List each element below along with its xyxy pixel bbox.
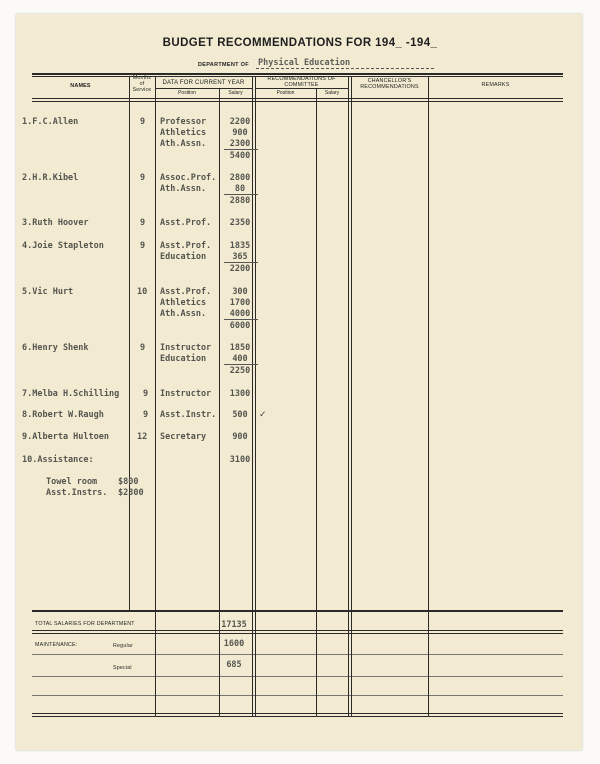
position-entry: Ath.Assn. (160, 309, 207, 319)
employee-name: 1.F.C.Allen (22, 117, 79, 127)
salary-total: 6000 (229, 321, 251, 331)
assistance-item-label: Towel room (46, 477, 98, 487)
header-remarks: REMARKS (481, 82, 510, 88)
employee-name: 6.Henry Shenk (22, 343, 89, 353)
position-entry: Ath.Assn. (160, 184, 207, 194)
document-title: BUDGET RECOMMENDATIONS FOR 194_ -194_ (162, 37, 438, 49)
position-entry: Athletics (160, 298, 207, 308)
header-months-line1: Months (132, 75, 152, 81)
col-divider-position (155, 76, 156, 716)
header-names: NAMES (70, 83, 91, 89)
salary-total: 5400 (229, 151, 251, 161)
position-entry: Professor (160, 117, 207, 127)
salary-entry: 2350 (229, 218, 251, 228)
header-months-line3: Service (132, 86, 152, 93)
months-of-service: 10 (137, 287, 148, 297)
salary-entry: 500 (232, 410, 248, 420)
table-top-rule (32, 73, 563, 75)
maintenance-special-label: Special (113, 665, 132, 671)
header-bottom-rule-2 (32, 101, 563, 102)
header-chancellor (351, 78, 428, 90)
months-of-service: 9 (143, 389, 149, 399)
salary-total: 2250 (229, 366, 251, 376)
maintenance-special-value: 685 (226, 660, 242, 670)
salary-entry: 365 (232, 252, 248, 262)
remark-checkmark: ✓ (259, 409, 267, 419)
header-committee-salary: Salary (324, 90, 340, 96)
months-of-service: 9 (140, 218, 146, 228)
col-divider-remarks (428, 76, 429, 716)
salary-total: 2200 (229, 264, 251, 274)
footer-rule (32, 713, 563, 714)
header-committee-line1: RECOMMENDATIONS OF (267, 76, 336, 82)
position-entry: Athletics (160, 128, 207, 138)
months-of-service: 9 (140, 241, 146, 251)
months-of-service: 9 (140, 173, 146, 183)
header-months-of-service (129, 76, 155, 94)
position-entry: Education (160, 354, 207, 364)
position-entry: Asst.Prof. (160, 218, 212, 228)
salary-entry: 3100 (229, 455, 251, 465)
assistance-item-amount: $800 (118, 477, 139, 487)
salary-entry: 2300 (229, 139, 251, 149)
regular-rule (32, 654, 563, 655)
employee-name: 9.Alberta Hultoen (22, 432, 109, 442)
totals-rule (32, 630, 563, 631)
sum-underline (224, 364, 258, 365)
months-of-service: 9 (143, 410, 149, 420)
employee-name: 7.Melba H.Schilling (22, 389, 120, 399)
salary-entry: 300 (232, 287, 248, 297)
salary-entry: 2200 (229, 117, 251, 127)
employee-name: 10.Assistance: (22, 455, 94, 465)
current-subheader-rule (155, 88, 252, 89)
months-of-service: 12 (137, 432, 148, 442)
col-divider-chancellor-left (348, 76, 349, 716)
body-bottom-rule (32, 610, 563, 612)
position-entry: Assoc.Prof. (160, 173, 217, 183)
header-position: Position (178, 90, 196, 96)
col-divider-months (129, 76, 130, 610)
position-entry: Ath.Assn. (160, 139, 207, 149)
blank-rule (32, 695, 563, 696)
header-committee (255, 76, 348, 88)
sum-underline (224, 319, 258, 320)
sum-underline (224, 194, 258, 195)
salary-entry: 900 (232, 128, 248, 138)
header-salary: Salary (228, 90, 243, 96)
salary-entry: 1850 (229, 343, 251, 353)
header-months-line2: of (139, 80, 145, 87)
header-chancellor-line1: CHANCELLOR'S (367, 78, 412, 84)
col-divider-chancellor-left-2 (351, 76, 352, 716)
footer-rule-2 (32, 716, 563, 717)
position-entry: Secretary (160, 432, 207, 442)
position-entry: Education (160, 252, 207, 262)
totals-rule-2 (32, 633, 563, 634)
position-entry: Asst.Prof. (160, 287, 212, 297)
employee-name: 4.Joie Stapleton (22, 241, 104, 251)
maintenance-label: MAINTENANCE: (35, 642, 78, 648)
assistance-item-amount: $2300 (118, 488, 144, 498)
department-label: DEPARTMENT OF (198, 62, 249, 68)
employee-name: 2.H.R.Kibel (22, 173, 79, 183)
employee-name: 8.Robert W.Raugh (22, 410, 104, 420)
employee-name: 3.Ruth Hoover (22, 218, 89, 228)
salary-entry: 900 (232, 432, 248, 442)
total-salaries-value: 17135 (221, 620, 247, 630)
department-value: Physical Education (258, 58, 351, 68)
employee-name: 5.Vic Hurt (22, 287, 74, 297)
total-salaries-label: TOTAL SALARIES FOR DEPARTMENT (35, 621, 135, 627)
maintenance-regular-value: 1600 (223, 639, 245, 649)
salary-entry: 1700 (229, 298, 251, 308)
position-entry: Instructor (160, 389, 212, 399)
col-divider-committee-salary (316, 88, 317, 716)
position-entry: Asst.Instr. (160, 410, 217, 420)
months-of-service: 9 (140, 343, 146, 353)
assistance-item-label: Asst.Instrs. (46, 488, 108, 498)
salary-entry: 80 (234, 184, 246, 194)
special-rule (32, 676, 563, 677)
document-page (16, 14, 582, 750)
header-committee-line2: COMMITTEE (284, 82, 319, 89)
header-committee-position: Position (276, 90, 295, 96)
months-of-service: 9 (140, 117, 146, 127)
sum-underline (224, 262, 258, 263)
header-data-current-year: DATA FOR CURRENT YEAR (162, 80, 245, 86)
header-chancellor-line2: RECOMMENDATIONS (360, 84, 419, 91)
salary-entry: 4000 (229, 309, 251, 319)
position-entry: Asst.Prof. (160, 241, 212, 251)
salary-entry: 1300 (229, 389, 251, 399)
header-bottom-rule (32, 98, 563, 99)
position-entry: Instructor (160, 343, 212, 353)
salary-entry: 1835 (229, 241, 251, 251)
sum-underline (224, 149, 258, 150)
salary-total: 2880 (229, 196, 251, 206)
salary-entry: 2800 (229, 173, 251, 183)
department-underline (256, 68, 434, 69)
maintenance-regular-label: Regular (113, 643, 133, 649)
salary-entry: 400 (232, 354, 248, 364)
